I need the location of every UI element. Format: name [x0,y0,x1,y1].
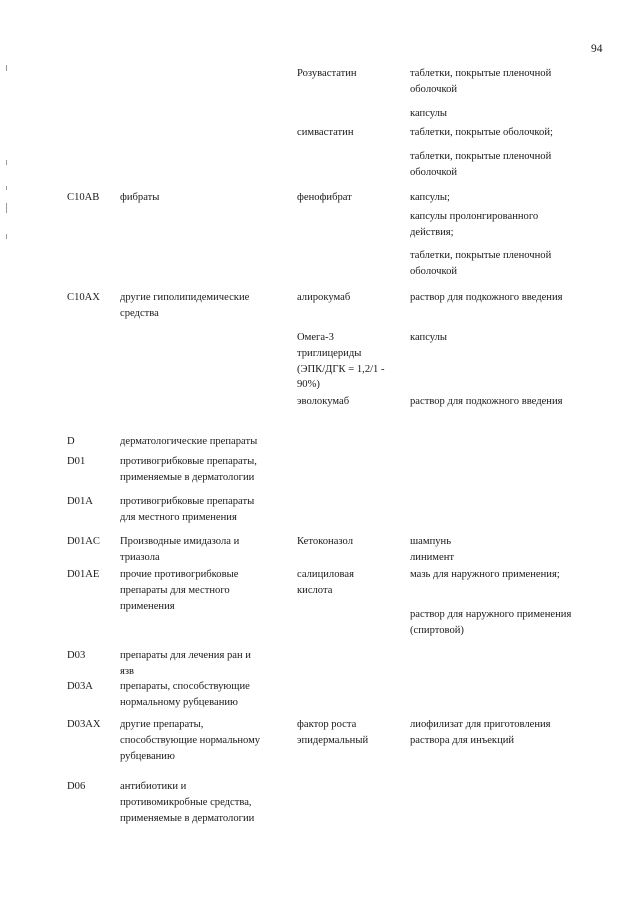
group-name: применяемые в дерматологии [120,813,255,824]
group-name: препараты, способствующие [120,681,250,692]
scan-mark [6,203,7,213]
drug-name: симвастатин [297,127,354,138]
dosage-form: шампунь [410,536,452,547]
scan-mark [6,186,7,190]
dosage-form: (спиртовой) [410,625,464,636]
dosage-form: оболочкой [410,266,458,277]
atc-code: D01 [67,456,86,467]
group-name: дерматологические препараты [120,436,258,447]
drug-name: алирокумаб [297,292,351,303]
drug-name: 90%) [297,379,320,390]
dosage-form: оболочкой [410,84,458,95]
dosage-form: таблетки, покрытые пленочной [410,151,552,162]
group-name: прочие противогрибковые [120,569,239,580]
drug-name: (ЭПК/ДГК = 1,2/1 - [297,364,385,375]
group-name: противогрибковые препараты, [120,456,257,467]
drug-name: кислота [297,585,333,596]
atc-code: D03AX [67,719,101,730]
dosage-form: оболочкой [410,167,458,178]
group-name: препараты для местного [120,585,230,596]
atc-code: D01AE [67,569,100,580]
group-name: противогрибковые препараты [120,496,255,507]
group-name: язв [120,666,135,677]
dosage-form: таблетки, покрытые оболочкой; [410,127,553,138]
group-name: триазола [120,552,160,563]
atc-code: D06 [67,781,86,792]
dosage-form: капсулы пролонгированного [410,211,539,222]
dosage-form: таблетки, покрытые пленочной [410,68,552,79]
group-name: применяемые в дерматологии [120,472,255,483]
drug-name: фактор роста [297,719,357,730]
drug-name: Кетоконазол [297,536,353,547]
group-name: другие препараты, [120,719,204,730]
atc-code: D03A [67,681,93,692]
scan-mark [6,65,7,71]
drug-name: эволокумаб [297,396,350,407]
atc-code: D01A [67,496,93,507]
dosage-form: капсулы [410,108,448,119]
group-name: противомикробные средства, [120,797,252,808]
group-name: другие гиполипидемические [120,292,250,303]
drug-name: салициловая [297,569,354,580]
dosage-form: раствора для инъекций [410,735,515,746]
dosage-form: лиофилизат для приготовления [410,719,551,730]
group-name: препараты для лечения ран и [120,650,251,661]
group-name: фибраты [120,192,160,203]
dosage-form: линимент [410,552,454,563]
atc-code: C10AB [67,192,100,203]
dosage-form: раствор для подкожного введения [410,396,563,407]
group-name: применения [120,601,175,612]
group-name: для местного применения [120,512,237,523]
page-number: 94 [591,43,603,55]
atc-code: D [67,436,75,447]
drug-name: Розувастатин [297,68,357,79]
atc-code: D01AC [67,536,100,547]
group-name: Производные имидазола и [120,536,240,547]
dosage-form: раствор для подкожного введения [410,292,563,303]
group-name: средства [120,308,159,319]
scan-mark [6,160,7,165]
drug-name: Омега-3 [297,332,334,343]
dosage-form: капсулы; [410,192,450,203]
group-name: нормальному рубцеванию [120,697,238,708]
atc-code: C10AX [67,292,100,303]
dosage-form: таблетки, покрытые пленочной [410,250,552,261]
drug-name: триглицериды [297,348,362,359]
group-name: антибиотики и [120,781,187,792]
dosage-form: капсулы [410,332,448,343]
dosage-form: действия; [410,227,454,238]
dosage-form: мазь для наружного применения; [410,569,560,580]
group-name: рубцеванию [120,751,175,762]
drug-name: фенофибрат [297,192,352,203]
group-name: способствующие нормальному [120,735,261,746]
scan-mark [6,234,7,239]
atc-code: D03 [67,650,86,661]
drug-name: эпидермальный [297,735,369,746]
dosage-form: раствор для наружного применения [410,609,572,620]
